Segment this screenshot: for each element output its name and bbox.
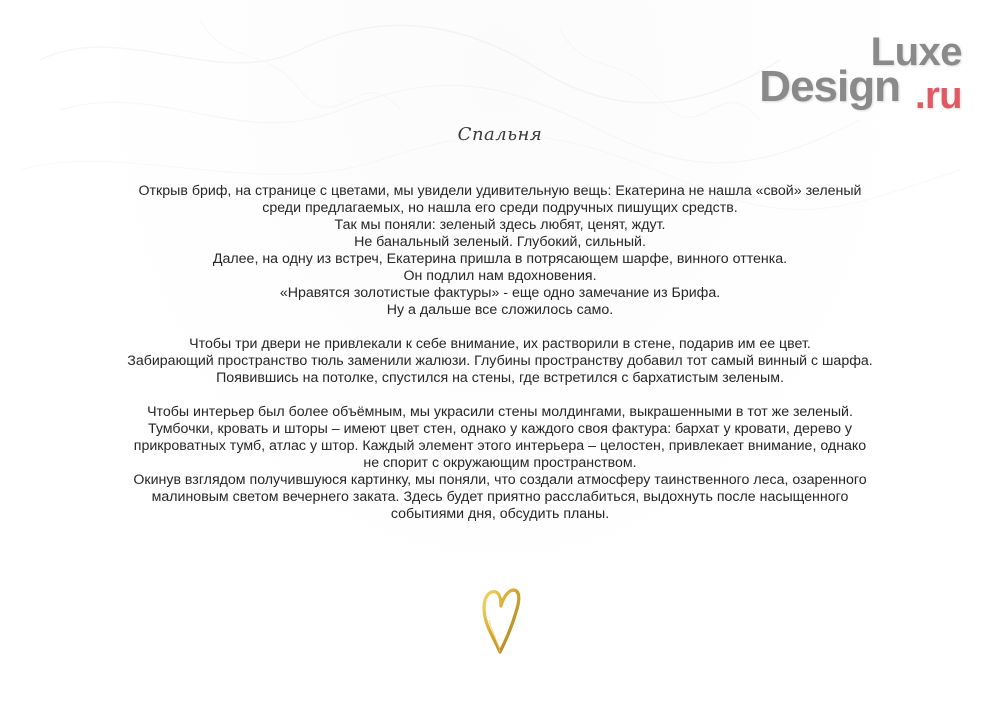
text-line: Далее, на одну из встреч, Екатерина пришла в потрясающем шарфе, винного оттенка. bbox=[212, 251, 788, 267]
text-line: малиновым светом вечернего заката. Здесь будет приятно расслабиться, выдохнуть после насыщенного bbox=[151, 489, 849, 505]
paragraph-2 bbox=[90, 336, 910, 387]
text-line: Так мы поняли: зеленый здесь любят, ценят, ждут. bbox=[334, 217, 666, 233]
text-line: среди предлагаемых, но нашла его среди подручных пишущих средств. bbox=[262, 200, 738, 216]
logo-design-text: Design bbox=[759, 62, 900, 111]
text-line: Забирающий пространство тюль заменили жалюзи. Глубины пространству добавил тот самый винный с шарфа. bbox=[127, 353, 873, 369]
logo[interactable] bbox=[752, 32, 962, 122]
text-line: Чтобы три двери не привлекали к себе внимание, их растворили в стене, подарив им ее цвет. bbox=[189, 336, 811, 352]
gold-heart-icon bbox=[476, 580, 526, 660]
text-line: Ну а дальше все сложилось само. bbox=[386, 302, 614, 318]
logo-luxe-text: Luxe bbox=[870, 30, 962, 74]
text-line: Открыв бриф, на странице с цветами, мы увидели удивительную вещь: Екатерина не нашла «свой» зеленый bbox=[138, 183, 862, 199]
text-line: Тумбочки, кровать и шторы – имеют цвет стен, однако у каждого своя фактура: бархат у кровати, дерево у bbox=[147, 421, 853, 437]
page-title: Спальня bbox=[457, 124, 543, 145]
text-line: Он подлил нам вдохновения. bbox=[403, 268, 597, 284]
logo-ru-text: .ru bbox=[914, 75, 962, 117]
text-line: Чтобы интерьер был более объёмным, мы украсили стены молдингами, выкрашенными в тот же зеленый. bbox=[147, 404, 853, 420]
paragraph-1 bbox=[90, 183, 910, 319]
article-body bbox=[90, 183, 910, 540]
text-line: Окинув взглядом получившуюся картинку, мы поняли, что создали атмосферу таинственного леса, озаренного bbox=[133, 472, 867, 488]
text-line: «Нравятся золотистые фактуры» - еще одно замечание из Брифа. bbox=[279, 285, 721, 301]
text-line: не спорит с окружающим пространством. bbox=[363, 455, 637, 471]
text-line: событиями дня, обсудить планы. bbox=[390, 506, 610, 522]
text-line: Не банальный зеленый. Глубокий, сильный. bbox=[354, 234, 646, 250]
text-line: прикроватных тумб, атлас у штор. Каждый элемент этого интерьера – целостен, привлекает внимание, однако bbox=[133, 438, 867, 454]
paragraph-3 bbox=[90, 404, 910, 523]
text-line: Появившись на потолке, спустился на стены, где встретился с бархатистым зеленым. bbox=[216, 370, 784, 386]
